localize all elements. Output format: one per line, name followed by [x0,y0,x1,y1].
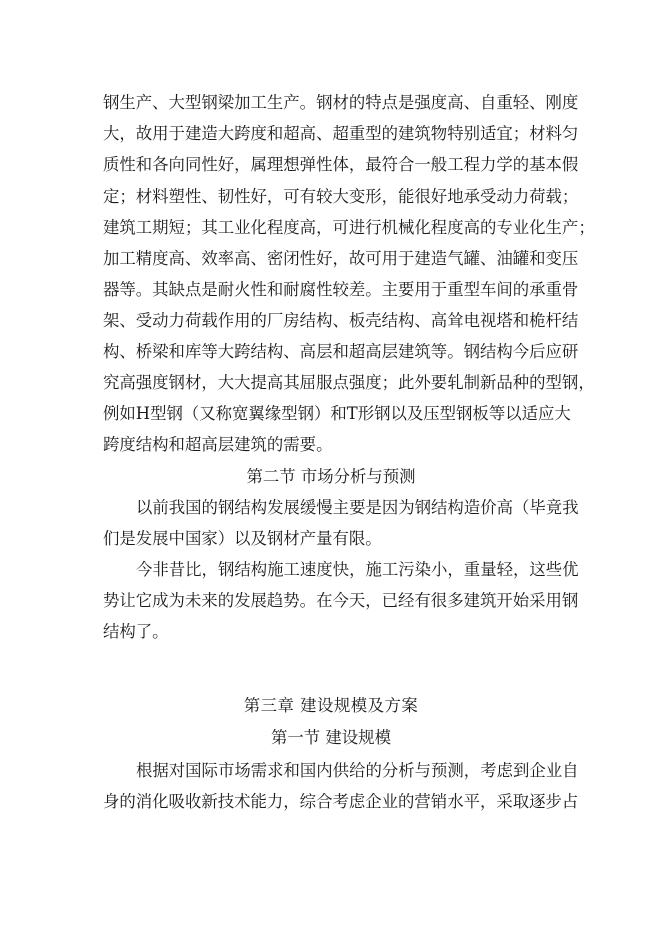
text-line: 大，故用于建造大跨度和超高、超重型的建筑物特别适宜；材料匀 [103,124,579,143]
text-line: 根据对国际市场需求和国内供给的分析与预测，考虑到企业自 [136,761,579,780]
text-line: 器等。其缺点是耐火性和耐腐性较差。主要用于重型车间的承重骨 [103,280,579,299]
text-line: 跨度结构和超高层建筑的需要。 [103,435,333,454]
text-line: 以前我国的钢结构发展缓慢主要是因为钢结构造价高（毕竟我 [136,498,579,517]
chapter-heading-construction-scale: 第三章 建设规模及方案 [243,696,419,715]
text-line: 构、桥梁和库等大跨结构、高层和超高层建筑等。钢结构今后应研 [103,342,579,361]
text-line: 结构了。 [103,622,169,641]
text-line: 加工精度高、效率高、密闭性好，故可用于建造气罐、油罐和变压 [103,249,579,268]
text-line: 架、受动力荷载作用的厂房结构、板壳结构、高耸电视塔和桅杆结 [103,311,579,330]
text-line: 究高强度钢材，大大提高其屈服点强度；此外要轧制新品种的型钢， [103,373,595,392]
section-heading-construction-scale: 第一节 建设规模 [271,728,391,747]
text-line: 势让它成为未来的发展趋势。在今天，已经有很多建筑开始采用钢 [103,591,579,610]
section-heading-market-analysis: 第二节 市场分析与预测 [246,467,416,486]
text-line: 身的消化吸收新技术能力，综合考虑企业的营销水平，采取逐步占 [103,792,579,811]
text-line: 今非昔比，钢结构施工速度快，施工污染小，重量轻，这些优 [136,560,579,579]
text-line: 建筑工期短；其工业化程度高，可进行机械化程度高的专业化生产； [103,218,595,237]
text-line: 们是发展中国家）以及钢材产量有限。 [103,529,382,548]
text-line: 质性和各向同性好，属理想弹性体，最符合一般工程力学的基本假 [103,155,579,174]
text-line: 定；材料塑性、韧性好，可有较大变形，能很好地承受动力荷载； [103,187,579,206]
text-line: 钢生产、大型钢梁加工生产。钢材的特点是强度高、自重轻、刚度 [103,93,579,112]
text-line: 例如H型钢（又称宽翼缘型钢）和T形钢以及压型钢板等以适应大 [103,404,571,423]
